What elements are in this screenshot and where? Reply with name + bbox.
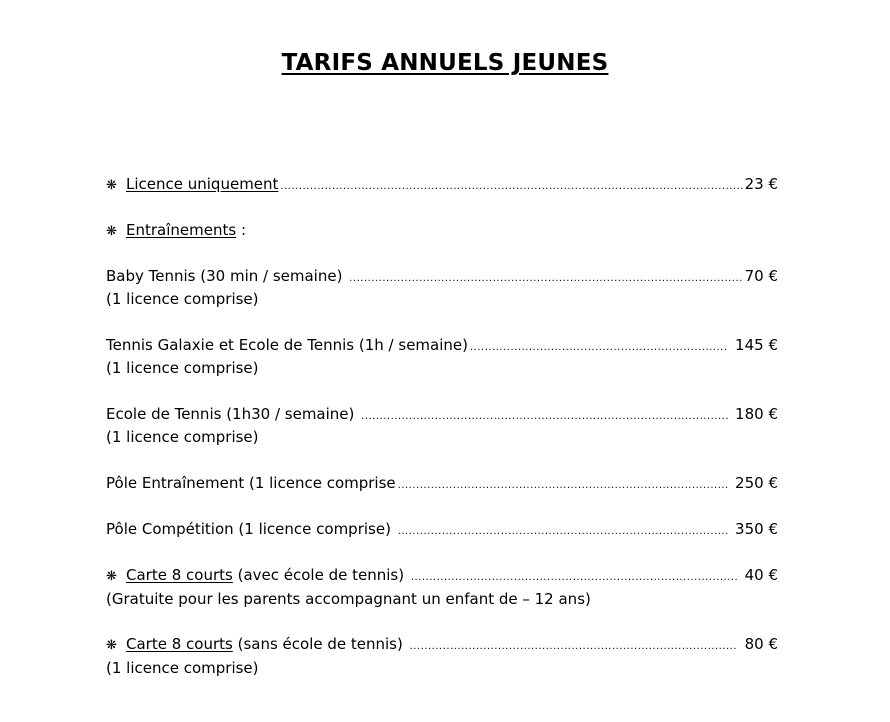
card-price: 80 € [739,635,778,653]
training-row-baby-tennis [106,266,778,289]
training-price: 250 € [730,474,778,492]
trainings-heading-suffix: : [236,221,246,239]
training-price: 70 € [744,267,778,285]
dot-leader [361,407,728,427]
training-price: 180 € [730,405,778,423]
card-price: 40 € [739,566,778,584]
card-row-avec [106,565,778,588]
training-label: Ecole de Tennis (1h30 / semaine) [106,405,360,423]
card-row-sans [106,634,778,657]
dot-leader [280,177,742,197]
training-price: 350 € [730,520,778,538]
licence-price: 23 € [744,175,778,193]
training-label: Pôle Entraînement (1 licence comprise [106,474,396,492]
licence-row [106,174,778,197]
training-price: 145 € [730,336,778,354]
card-suffix: (avec école de tennis) [232,566,409,584]
card-note: (1 licence comprise) [106,659,259,677]
training-row-pole-entrainement [106,473,778,496]
bullet-icon: ❋ [106,569,117,584]
dot-leader [398,522,729,542]
training-row-galaxie [106,335,778,358]
trainings-heading [106,220,246,242]
bullet-icon: ❋ [106,224,117,239]
training-note: (1 licence comprise) [106,290,259,308]
training-label: Pôle Compétition (1 licence comprise) [106,520,396,538]
licence-label: Licence uniquement [126,175,279,193]
training-note: (1 licence comprise) [106,359,259,377]
dot-leader [410,637,738,657]
training-row-pole-competition [106,519,778,542]
dot-leader [349,269,742,289]
page-title: TARIFS ANNUELS JEUNES [281,50,609,76]
bullet-icon: ❋ [106,178,117,193]
dot-leader [398,476,729,496]
dot-leader [470,338,728,358]
training-note: (1 licence comprise) [106,428,259,446]
bullet-icon: ❋ [106,638,117,653]
dot-leader [411,568,738,588]
training-label: Tennis Galaxie et Ecole de Tennis (1h / semaine) [106,336,468,354]
card-label: Carte 8 courts [126,566,233,584]
trainings-heading-label: Entraînements [126,221,237,239]
card-label: Carte 8 courts [126,635,233,653]
training-row-ecole [106,404,778,427]
card-note: (Gratuite pour les parents accompagnant un enfant de – 12 ans) [106,590,591,608]
card-suffix: (sans école de tennis) [232,635,408,653]
training-label: Baby Tennis (30 min / semaine) [106,267,348,285]
